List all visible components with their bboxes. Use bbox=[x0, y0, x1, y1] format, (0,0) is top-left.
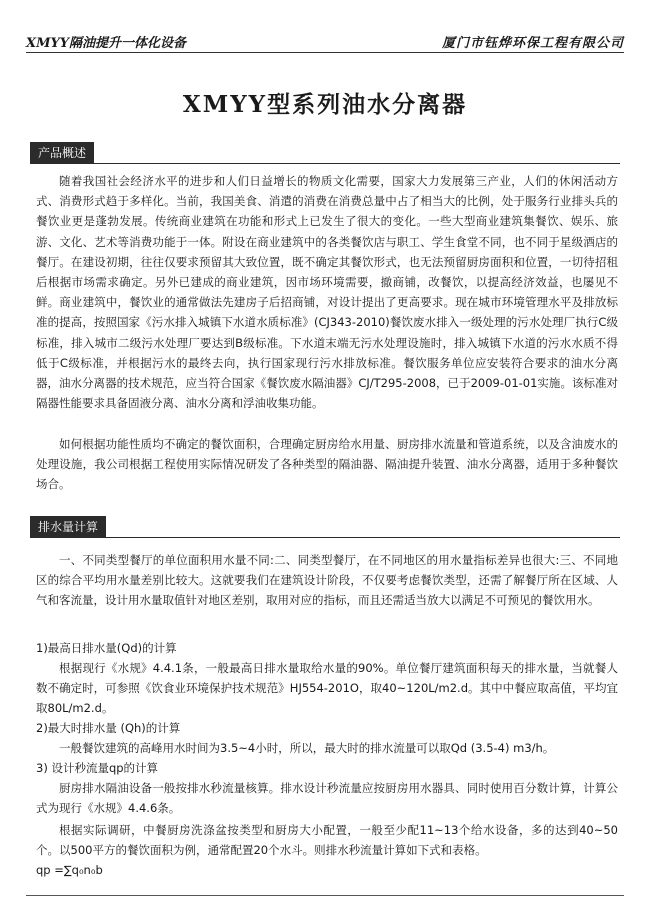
flow-formula: qp =∑q₀n₀b bbox=[36, 863, 103, 877]
section-heading-drainage-label: 排水量计算 bbox=[30, 516, 106, 538]
overview-paragraph-2: 如何根据功能性质均不确定的餐饮面积，合理确定厨房给水用量、厨房排水流量和管道系统，以及含油废水的处理设施，我公司根据工程使用实际情况研发了各种类型的隔油器、隔油提升装置、油水分离器，适用于多种餐饮场合。 bbox=[36, 437, 618, 492]
header-product-name: XMYY隔油提升一体化设备 bbox=[26, 36, 187, 51]
drainage-paragraph-1: 一、不同类型餐厅的单位面积用水量不同:二、同类型餐厅，在不同地区的用水量指标差异也很大:三、不同地区的综合平均用水量差别比较大。这就要我们在建筑设计阶段，不仅要考虑餐饮类型，还需了解餐厅所在区域、人气和客流量，设计用水量取值针对地区差别，取用对应的指标，而且还需适当放大以满足不可预见的餐饮用水。 bbox=[36, 553, 618, 608]
footer-divider bbox=[26, 895, 624, 896]
survey-paragraph: 根据实际调研，中餐厨房洗涤盆按类型和厨房大小配置，一般至少配11~13个给水设备，多的达到40~50个。以500平方的餐饮面积为例，通常配置20个水斗。则排水秒流量计算如下式和表格。 bbox=[36, 823, 618, 858]
subheading-design-flow: 3) 设计秒流量qp的计算 bbox=[36, 761, 159, 775]
header-company-name: 厦门市钰烨环保工程有限公司 bbox=[441, 36, 624, 51]
subheading-max-daily: 1)最高日排水量(Qd)的计算 bbox=[36, 641, 177, 655]
max-daily-paragraph: 根据现行《水规》4.4.1条，一般最高日排水量取给水量的90%。单位餐厅建筑面积每天的排水量，当就餐人数不确定时，可参照《饮食业环境保护技术规范》HJ554-201O，取40~120L/m2.d。其中中餐应取高值，平均宜取80L/m2.d。 bbox=[36, 661, 618, 716]
section-heading-overview-label: 产品概述 bbox=[30, 142, 94, 164]
header-divider bbox=[26, 52, 624, 53]
page-title: XMYY型系列油水分离器 bbox=[182, 91, 468, 118]
max-hourly-paragraph: 一般餐饮建筑的高峰用水时间为3.5~4小时，所以，最大时的排水流量可以取Qd (3.5-4) m3/h。 bbox=[59, 741, 555, 755]
page-header bbox=[26, 28, 624, 50]
section-heading-drainage bbox=[30, 516, 620, 538]
design-flow-paragraph: 厨房排水隔油设备一般按排水秒流量核算。排水设计秒流量应按厨房用水器具、同时使用百分数计算，计算公式为现行《水规》4.4.6条。 bbox=[36, 781, 618, 816]
overview-paragraph-1: 随着我国社会经济水平的进步和人们日益增长的物质文化需要，国家大力发展第三产业，人们的休闲活动方式、消费形式趋于多样化。当前，我国美食、消遣的消费在消费总量中占了相当大的比例，处于服务行业排头兵的餐饮业更是蓬勃发展。传统商业建筑在功能和形式上已发生了很大的变化。一些大型商业建筑集餐饮、娱乐、旅游、文化、艺术等消费功能于一体。附设在商业建筑中的各类餐饮店与职工、学生食堂不同，也不同于星级酒店的餐厅。在建设初期，往往仅要求预留其大致位置，既不确定其餐饮形式，也无法预留厨房面积和位置，一切待招租后根据市场需求确定。另外已建成的商业建筑，因市场环境需要，撤商铺，改餐饮，以提高经济效益，也屡见不鲜。商业建筑中，餐饮业的通常做法先建房子后招商铺，对设计提出了更高要求。现在城市环境管理水平及排放标准的提高，按照国家《污水排入城镇下水道水质标准》(CJ343-2010)餐饮废水排入一级处理的污水处理厂执行C级标准，排入城市二级污水处理厂要达到B级标准。下水道末端无污水处理设施时，排入城镇下水道的污水水质不得低于C级标准，并根据污水的最终去向，执行国家现行污水排放标准。餐饮服务单位应安装符合要求的油水分离器，油水分离器的技术规范，应当符合国家《餐饮废水隔油器》CJ/T295-2008，已于2009-01-01实施。该标准对隔器性能要求具备固液分离、油水分离和浮油收集功能。 bbox=[36, 174, 618, 411]
subheading-max-hourly: 2)最大时排水量 (Qh)的计算 bbox=[36, 721, 181, 735]
section-divider bbox=[30, 537, 620, 538]
section-heading-overview bbox=[30, 142, 620, 164]
section-divider bbox=[30, 163, 620, 164]
